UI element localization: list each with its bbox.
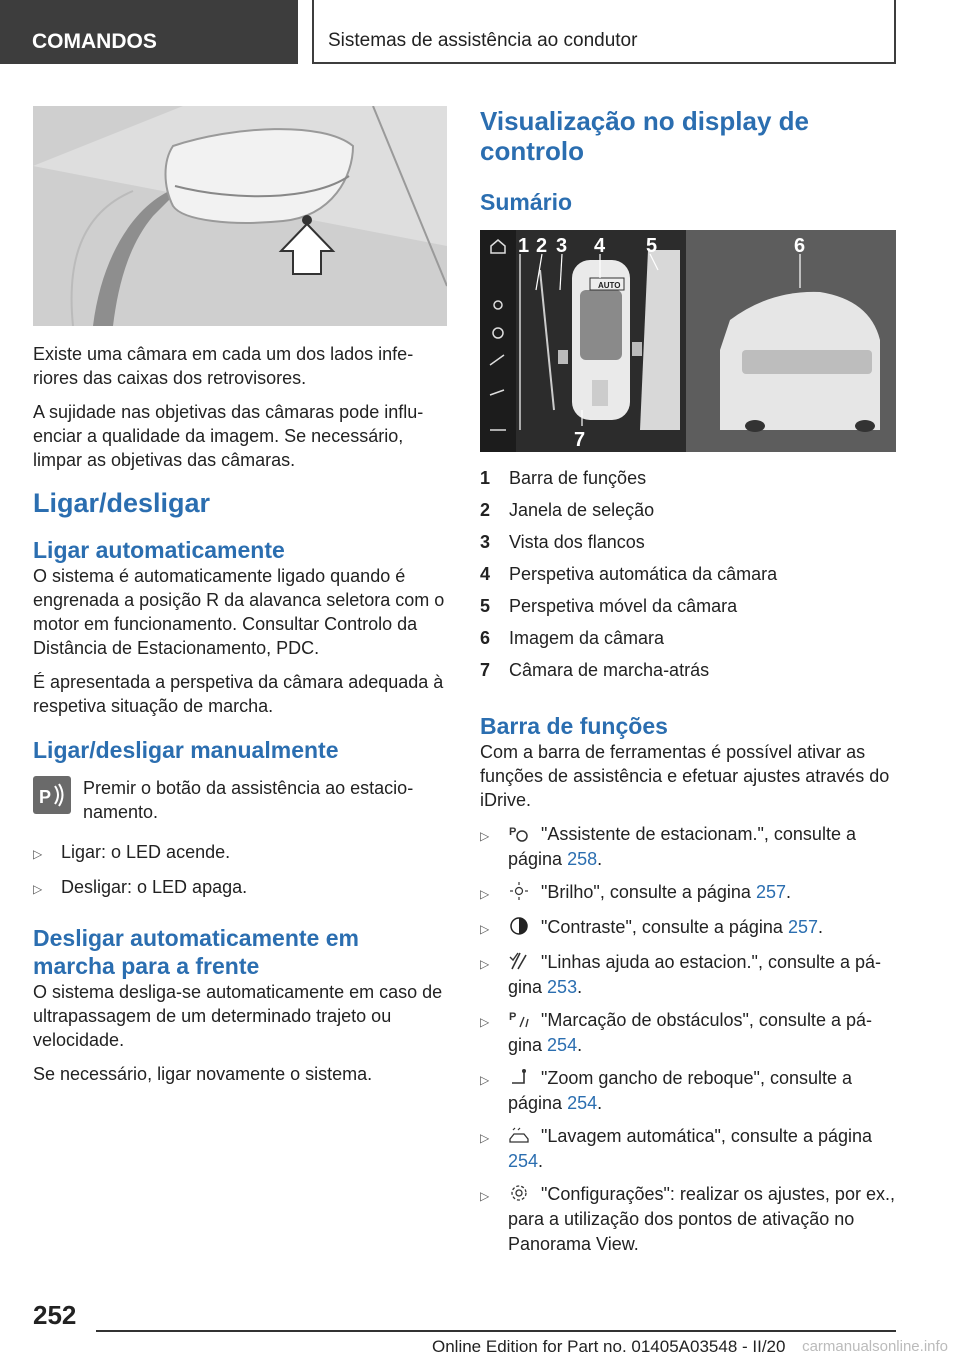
page-number: 252 xyxy=(33,1300,77,1330)
auto-paragraph-1: O sistema é automaticamente ligado quando é engrenada a posição R da alavanca seletora com o motor em funcionamento. Consultar Controlo da Distância de Estacionamento, PDC. xyxy=(33,566,445,658)
legend-item: 7 Câmara de marcha-atrás xyxy=(480,660,710,680)
contrast-icon xyxy=(508,916,530,936)
callout-7: 7 xyxy=(574,429,586,451)
parking-button-instruction xyxy=(33,776,447,824)
parking-button-text: Premir o botão da assistência ao estacionamento. xyxy=(83,778,414,822)
brightness-icon xyxy=(508,881,530,901)
page-link[interactable]: 254 xyxy=(567,1093,598,1113)
heading-desligar-automaticamente: Desligar automaticamente em marcha para a frente xyxy=(33,925,359,979)
page-link[interactable]: 253 xyxy=(547,977,578,997)
edition-text: Online Edition for Part no. 01405A03548 - II/20 xyxy=(432,1337,786,1356)
right-column xyxy=(480,106,896,1265)
legend-list xyxy=(480,462,896,686)
svg-text:P: P xyxy=(39,787,52,807)
heading-visualizacao: Visualização no display de controlo xyxy=(480,106,809,166)
parking-assist-button-icon xyxy=(33,776,71,814)
callout-5: 5 xyxy=(646,235,658,257)
callout-4: 4 xyxy=(594,235,606,257)
legend-item: 3 Vista dos flancos xyxy=(480,532,645,552)
parking-lines-icon xyxy=(508,951,530,971)
function-item-obstacle-marking: ▷ P "Marcação de obstáculos", consulte a página 254. xyxy=(480,1010,872,1055)
heading-ligar-desligar: Ligar/desligar xyxy=(33,488,211,518)
callout-6: 6 xyxy=(794,235,806,257)
callout-1: 1 xyxy=(518,235,530,257)
heading-sumario: Sumário xyxy=(480,189,573,215)
off-paragraph-1: O sistema desliga-se automaticamente em caso de ultrapassagem de um determinado trajeto ou velocidade. xyxy=(33,982,443,1050)
left-column xyxy=(33,106,447,1096)
legend-item: 2 Janela de seleção xyxy=(480,500,655,520)
intro-paragraph-1: Existe uma câmara em cada um dos lados inferiores das caixas dos retrovisores. xyxy=(33,344,414,388)
legend-item: 5 Perspetiva móvel da câmara xyxy=(480,596,738,616)
off-paragraph-2: Se necessário, ligar novamente o sistema. xyxy=(33,1064,373,1084)
heading-ligar-automaticamente: Ligar automaticamente xyxy=(33,537,285,563)
car-wash-icon xyxy=(508,1125,530,1145)
svg-text:P: P xyxy=(509,826,517,838)
side-mirror-illustration xyxy=(33,106,447,326)
section-tab: COMANDOS xyxy=(0,0,298,64)
footer-divider xyxy=(96,1330,896,1332)
page-link[interactable]: 254 xyxy=(547,1035,578,1055)
function-item-parking-lines: ▷ "Linhas ajuda ao estacion.", consulte a página 253. xyxy=(480,952,882,997)
bullet-desligar: ▷ Desligar: o LED apaga. xyxy=(33,877,248,897)
parking-assistant-icon xyxy=(508,823,530,843)
camera-display-illustration xyxy=(480,230,896,452)
function-item-brightness: ▷ "Brilho", consulte a página 257. xyxy=(480,882,791,902)
callout-2: 2 xyxy=(536,235,548,257)
obstacle-marking-icon xyxy=(508,1009,530,1029)
function-item-parking-assistant: ▷ P "Assistente de estacionam.", consulte a página 258. xyxy=(480,824,856,869)
page-link[interactable]: 257 xyxy=(787,917,818,937)
callout-3: 3 xyxy=(556,235,568,257)
page-link[interactable]: 257 xyxy=(755,882,786,902)
auto-paragraph-2: É apresentada a perspetiva da câmara adequada à respetiva situação de marcha. xyxy=(33,672,444,716)
page-link[interactable]: 258 xyxy=(567,849,598,869)
legend-item: 1 Barra de funções xyxy=(480,468,647,488)
svg-text:P: P xyxy=(509,1011,517,1023)
chapter-title: Sistemas de assistência ao condutor xyxy=(312,0,896,64)
heading-ligar-manualmente: Ligar/desligar manualmente xyxy=(33,737,339,763)
auto-badge: AUTO xyxy=(598,281,621,290)
function-item-settings: ▷ "Configurações": realizar os ajustes, por ex., para a utilização dos pontos de ativação no Panorama View. xyxy=(480,1184,895,1254)
page-link[interactable]: 254 xyxy=(508,1151,539,1171)
function-item-car-wash: ▷ "Lavagem automática", consulte a página 254. xyxy=(480,1126,873,1171)
bullet-ligar: ▷ Ligar: o LED acende. xyxy=(33,842,231,862)
function-item-tow-hitch: ▷ "Zoom gancho de reboque", consulte a página 254. xyxy=(480,1068,852,1113)
tow-hitch-icon xyxy=(508,1067,530,1087)
heading-barra-de-funcoes: Barra de funções xyxy=(480,713,668,739)
legend-item: 6 Imagem da câmara xyxy=(480,628,665,648)
settings-icon xyxy=(508,1183,530,1203)
barra-paragraph: Com a barra de ferramentas é possível ativar as funções de assistência e efetuar ajustes através do iDrive. xyxy=(480,742,890,810)
intro-paragraph-2: A sujidade nas objetivas das câmaras pode influenciar a qualidade da imagem. Se necessário, limpar as objetivas das câmaras. xyxy=(33,402,424,470)
legend-item: 4 Perspetiva automática da câmara xyxy=(480,564,778,584)
watermark: carmanualsonline.info xyxy=(802,1338,948,1355)
function-item-contrast: ▷ "Contraste", consulte a página 257. xyxy=(480,917,824,937)
